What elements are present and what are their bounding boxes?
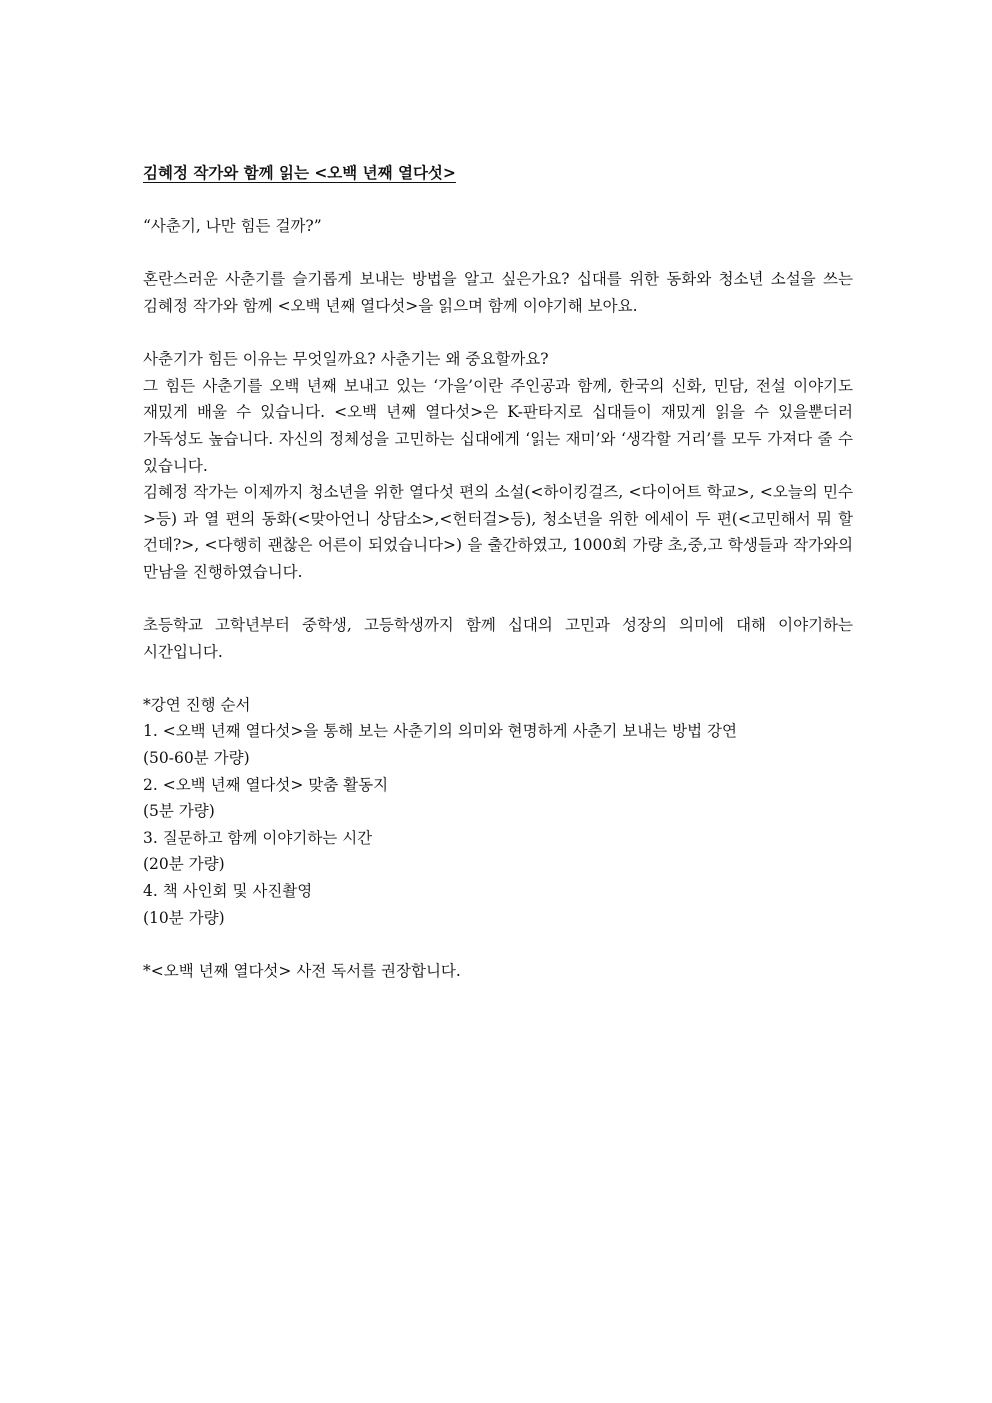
schedule-duration: (10분 가량) <box>143 908 225 927</box>
schedule-duration: (20분 가량) <box>143 855 225 874</box>
spacer <box>143 320 853 347</box>
questions-line: 사춘기가 힘든 이유는 무엇일까요? 사춘기는 왜 중요할까요? <box>143 350 549 369</box>
document-title: 김혜정 작가와 함께 읽는 <오백 년째 열다섯> <box>143 163 456 182</box>
schedule-item: 1. <오백 년째 열다섯>을 통해 보는 사춘기의 의미와 현명하게 사춘기 보내는 방법 강연 <box>143 722 737 741</box>
schedule-item: 2. <오백 년째 열다섯> 맞춤 활동지 <box>143 775 389 794</box>
spacer <box>143 665 853 692</box>
schedule-duration: (50-60분 가량) <box>143 749 250 768</box>
document-page <box>143 160 853 984</box>
quote-line: “사춘기, 나만 힘든 걸까?” <box>143 217 322 236</box>
spacer <box>143 240 853 267</box>
spacer <box>143 931 853 958</box>
intro-paragraph: 혼란스러운 사춘기를 슬기롭게 보내는 방법을 알고 싶은가요? 십대를 위한 동화와 청소년 소설을 쓰는 김혜정 작가와 함께 <오백 년째 열다섯>을 읽으며 함께 이야기해 보아요. <box>143 270 853 315</box>
footnote: *<오백 년째 열다섯> 사전 독서를 권장합니다. <box>143 961 461 980</box>
schedule-heading: *강연 진행 순서 <box>143 695 251 714</box>
schedule-item: 4. 책 사인회 및 사진촬영 <box>143 882 313 901</box>
schedule-item: 3. 질문하고 함께 이야기하는 시간 <box>143 828 373 847</box>
audience-paragraph: 초등학교 고학년부터 중학생, 고등학생까지 함께 십대의 고민과 성장의 의미에 대해 이야기하는 시간입니다. <box>143 616 853 661</box>
book-description-paragraph: 그 힘든 사춘기를 오백 년째 보내고 있는 ‘가을’이란 주인공과 함께, 한국의 신화, 민담, 전설 이야기도 재밌게 배울 수 있습니다. <오백 년째 열다섯>은 K-판타지로 십대들이 재밌게 읽을 수 있을뿐더러 가독성도 높습니다. 자신의 정체성을 고민하는 십대에게 ‘읽는 재미’와 ‘생각할 거리’를 모두 가져다 줄 수 있습니다. <box>143 376 853 475</box>
spacer <box>143 586 853 613</box>
author-bio-paragraph: 김혜정 작가는 이제까지 청소년을 위한 열다섯 편의 소설(<하이킹걸즈, <다이어트 학교>, <오늘의 민수>등) 과 열 편의 동화(<맞아언니 상담소>,<헌터걸>등), 청소년을 위한 에세이 두 편(<고민해서 뭐 할 건데?>, <다행히 괜찮은 어른이 되었습니다>) 을 출간하였고, 1000회 가량 초,중,고 학생들과 작가와의 만남을 진행하였습니다. <box>143 483 853 581</box>
spacer <box>143 187 853 214</box>
schedule-list <box>143 718 853 931</box>
schedule-duration: (5분 가량) <box>143 802 215 821</box>
